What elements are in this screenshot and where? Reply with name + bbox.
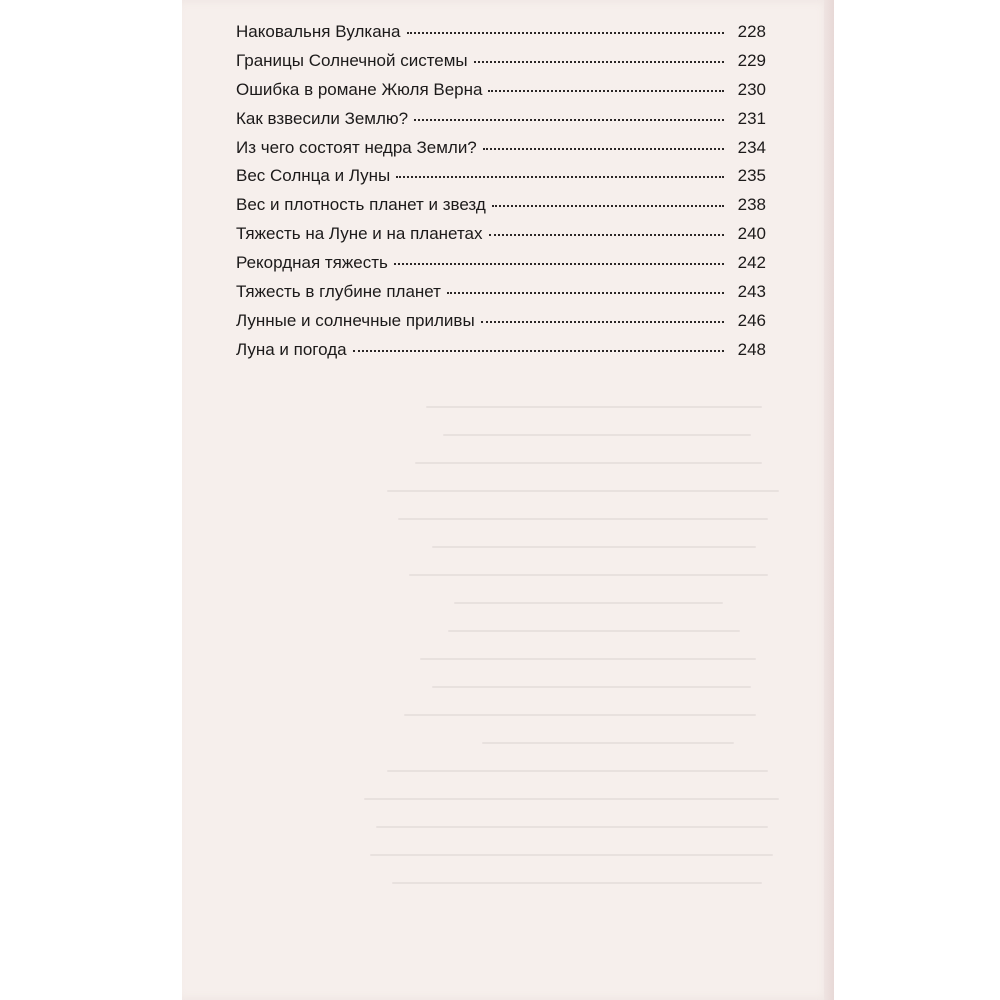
toc-entry xyxy=(236,166,766,195)
dot-leader xyxy=(474,57,724,63)
toc-entry-page-number: 240 xyxy=(737,224,766,244)
dot-leader xyxy=(396,172,724,178)
dot-leader xyxy=(394,259,724,265)
toc-entry-page-number: 248 xyxy=(737,339,766,359)
toc-entry xyxy=(236,282,766,311)
dot-leader xyxy=(492,201,724,207)
toc-entry-title: Как взвесили Землю? xyxy=(236,108,409,128)
toc-entry xyxy=(236,109,766,138)
toc-entry-title: Вес и плотность планет и звезд xyxy=(236,195,486,215)
dot-leader xyxy=(414,115,724,121)
dot-leader xyxy=(488,86,724,92)
toc-entry-title: Рекордная тяжесть xyxy=(236,253,388,273)
toc-entry-title: Границы Солнечной системы xyxy=(236,50,468,70)
toc-entry-title: Ошибка в романе Жюля Верна xyxy=(236,79,483,99)
toc-entry xyxy=(236,224,766,253)
toc-entry-page-number: 228 xyxy=(737,22,766,41)
toc-entry-title: Вес Солнца и Луны xyxy=(236,166,391,186)
dot-leader xyxy=(483,144,724,150)
toc-entry-title: Наковальня Вулкана xyxy=(236,22,401,41)
toc-entry-title: Луна и погода xyxy=(236,339,347,359)
toc-entry-page-number: 235 xyxy=(737,166,766,186)
toc-entry xyxy=(236,253,766,282)
dot-leader xyxy=(447,288,724,294)
toc-entry-page-number: 230 xyxy=(737,79,766,99)
dot-leader xyxy=(489,230,725,236)
toc-entry xyxy=(236,138,766,167)
toc-entry xyxy=(236,80,766,109)
toc-entry-title: Тяжесть на Луне и на планетах xyxy=(236,224,483,244)
dot-leader xyxy=(353,346,724,352)
toc-entry xyxy=(236,340,766,369)
toc-entry xyxy=(236,195,766,224)
toc-entry-title: Тяжесть в глубине планет xyxy=(236,282,441,302)
toc-entry-page-number: 229 xyxy=(737,50,766,70)
toc-entry-title: Из чего состоят недра Земли? xyxy=(236,137,477,157)
toc-entry-page-number: 246 xyxy=(737,310,766,330)
toc-entry-page-number: 242 xyxy=(737,253,766,273)
dot-leader xyxy=(407,28,724,34)
dot-leader xyxy=(481,317,724,323)
toc-entry xyxy=(236,51,766,80)
toc-entry-page-number: 243 xyxy=(737,282,766,302)
toc-entry xyxy=(236,22,766,51)
toc-entry-page-number: 238 xyxy=(737,195,766,215)
table-of-contents xyxy=(236,22,766,369)
page-edge-shadow xyxy=(824,0,834,1000)
toc-entry-page-number: 231 xyxy=(737,108,766,128)
toc-entry xyxy=(236,311,766,340)
toc-entry-page-number: 234 xyxy=(737,137,766,157)
toc-entry-title: Лунные и солнечные приливы xyxy=(236,310,475,330)
